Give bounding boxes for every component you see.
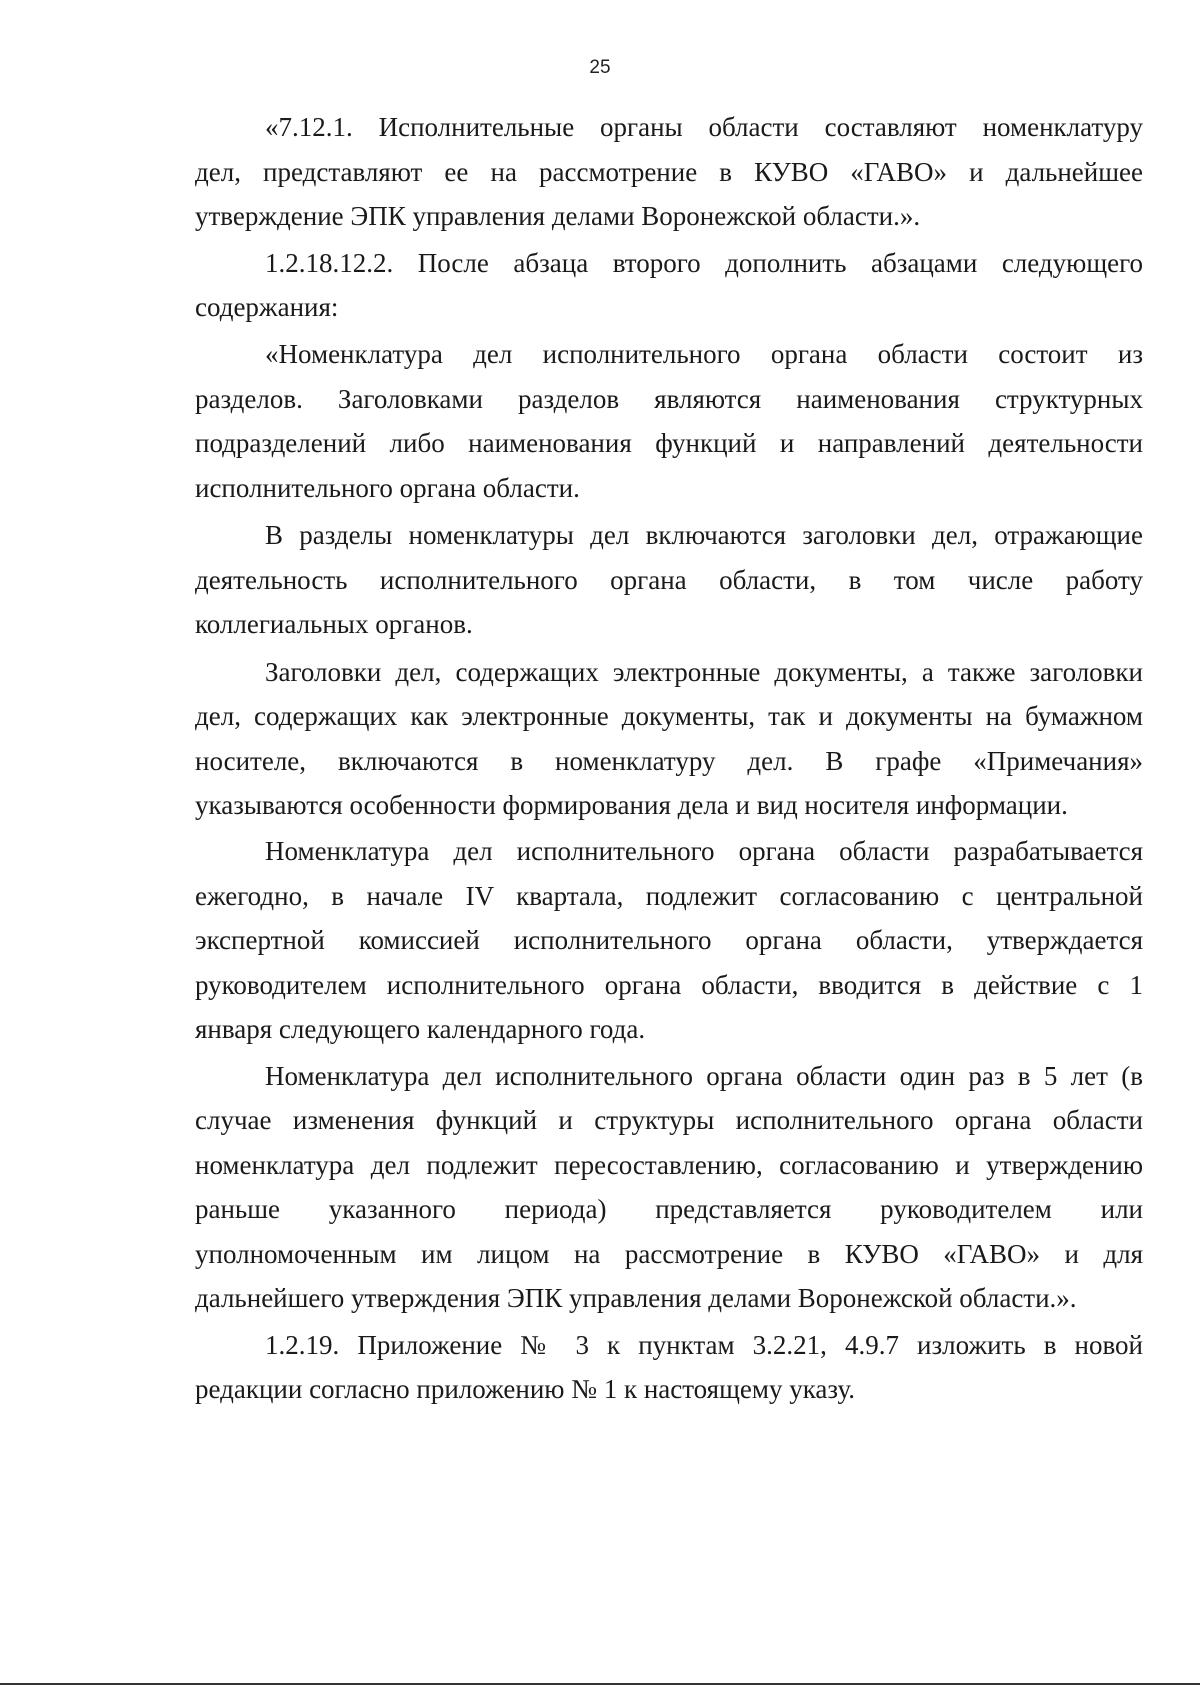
text-line: коллегиальных органов. <box>195 609 473 639</box>
text-line: уполномоченным им лицом на рассмотрение в КУВО «ГАВО» и для <box>195 1239 1143 1269</box>
text-line: исполнительного органа области. <box>195 473 580 503</box>
text-line: ежегодно, в начале IV квартала, подлежит согласованию с центральной <box>195 881 1143 911</box>
text-line: случае изменения функций и структуры исполнительного органа области <box>195 1105 1143 1135</box>
text-line: «7.12.1. Исполнительные органы области составляют номенклатуру <box>265 112 1143 142</box>
text-line: подразделений либо наименования функций и направлений деятельности <box>195 428 1143 458</box>
text-line: В разделы номенклатуры дел включаются заголовки дел, отражающие <box>265 520 1143 550</box>
text-line: 1.2.19. Приложение № 3 к пунктам 3.2.21, 4.9.7 изложить в новой <box>265 1330 1143 1360</box>
text-line: номенклатура дел подлежит пересоставлению, согласованию и утверждению <box>195 1150 1143 1180</box>
text-line: Номенклатура дел исполнительного органа области один раз в 5 лет (в <box>265 1061 1143 1091</box>
text-line: носителе, включаются в номенклатуру дел. В графе «Примечания» <box>195 746 1143 776</box>
text-line: руководителем исполнительного органа области, вводится в действие с 1 <box>195 970 1143 1000</box>
text-line: деятельность исполнительного органа области, в том числе работу <box>195 565 1143 595</box>
text-line: января следующего календарного года. <box>195 1014 646 1044</box>
text-line: 1.2.18.12.2. После абзаца второго дополнить абзацами следующего <box>265 248 1143 278</box>
text-line: Заголовки дел, содержащих электронные документы, а также заголовки <box>265 657 1143 687</box>
text-line: редакции согласно приложению № 1 к настоящему указу. <box>195 1374 856 1404</box>
text-line: экспертной комиссией исполнительного органа области, утверждается <box>195 925 1143 955</box>
text-line: раньше указанного периода) представляется руководителем или <box>195 1194 1143 1224</box>
page-number: 25 <box>589 57 611 78</box>
text-line: содержания: <box>195 292 339 322</box>
text-line: Номенклатура дел исполнительного органа области разрабатывается <box>265 836 1143 866</box>
text-line: указываются особенности формирования дела и вид носителя информации. <box>195 790 1068 820</box>
text-line: «Номенклатура дел исполнительного органа области состоит из <box>265 339 1143 369</box>
text-line: дел, представляют ее на рассмотрение в КУВО «ГАВО» и дальнейшее <box>195 157 1143 187</box>
page-bottom-rule <box>0 1683 1200 1685</box>
text-line: разделов. Заголовками разделов являются наименования структурных <box>195 384 1143 414</box>
text-line: дел, содержащих как электронные документы, так и документы на бумажном <box>195 701 1143 731</box>
text-line: дальнейшего утверждения ЭПК управления делами Воронежской области.». <box>195 1283 1077 1313</box>
text-line: утверждение ЭПК управления делами Воронежской области.». <box>195 201 921 231</box>
